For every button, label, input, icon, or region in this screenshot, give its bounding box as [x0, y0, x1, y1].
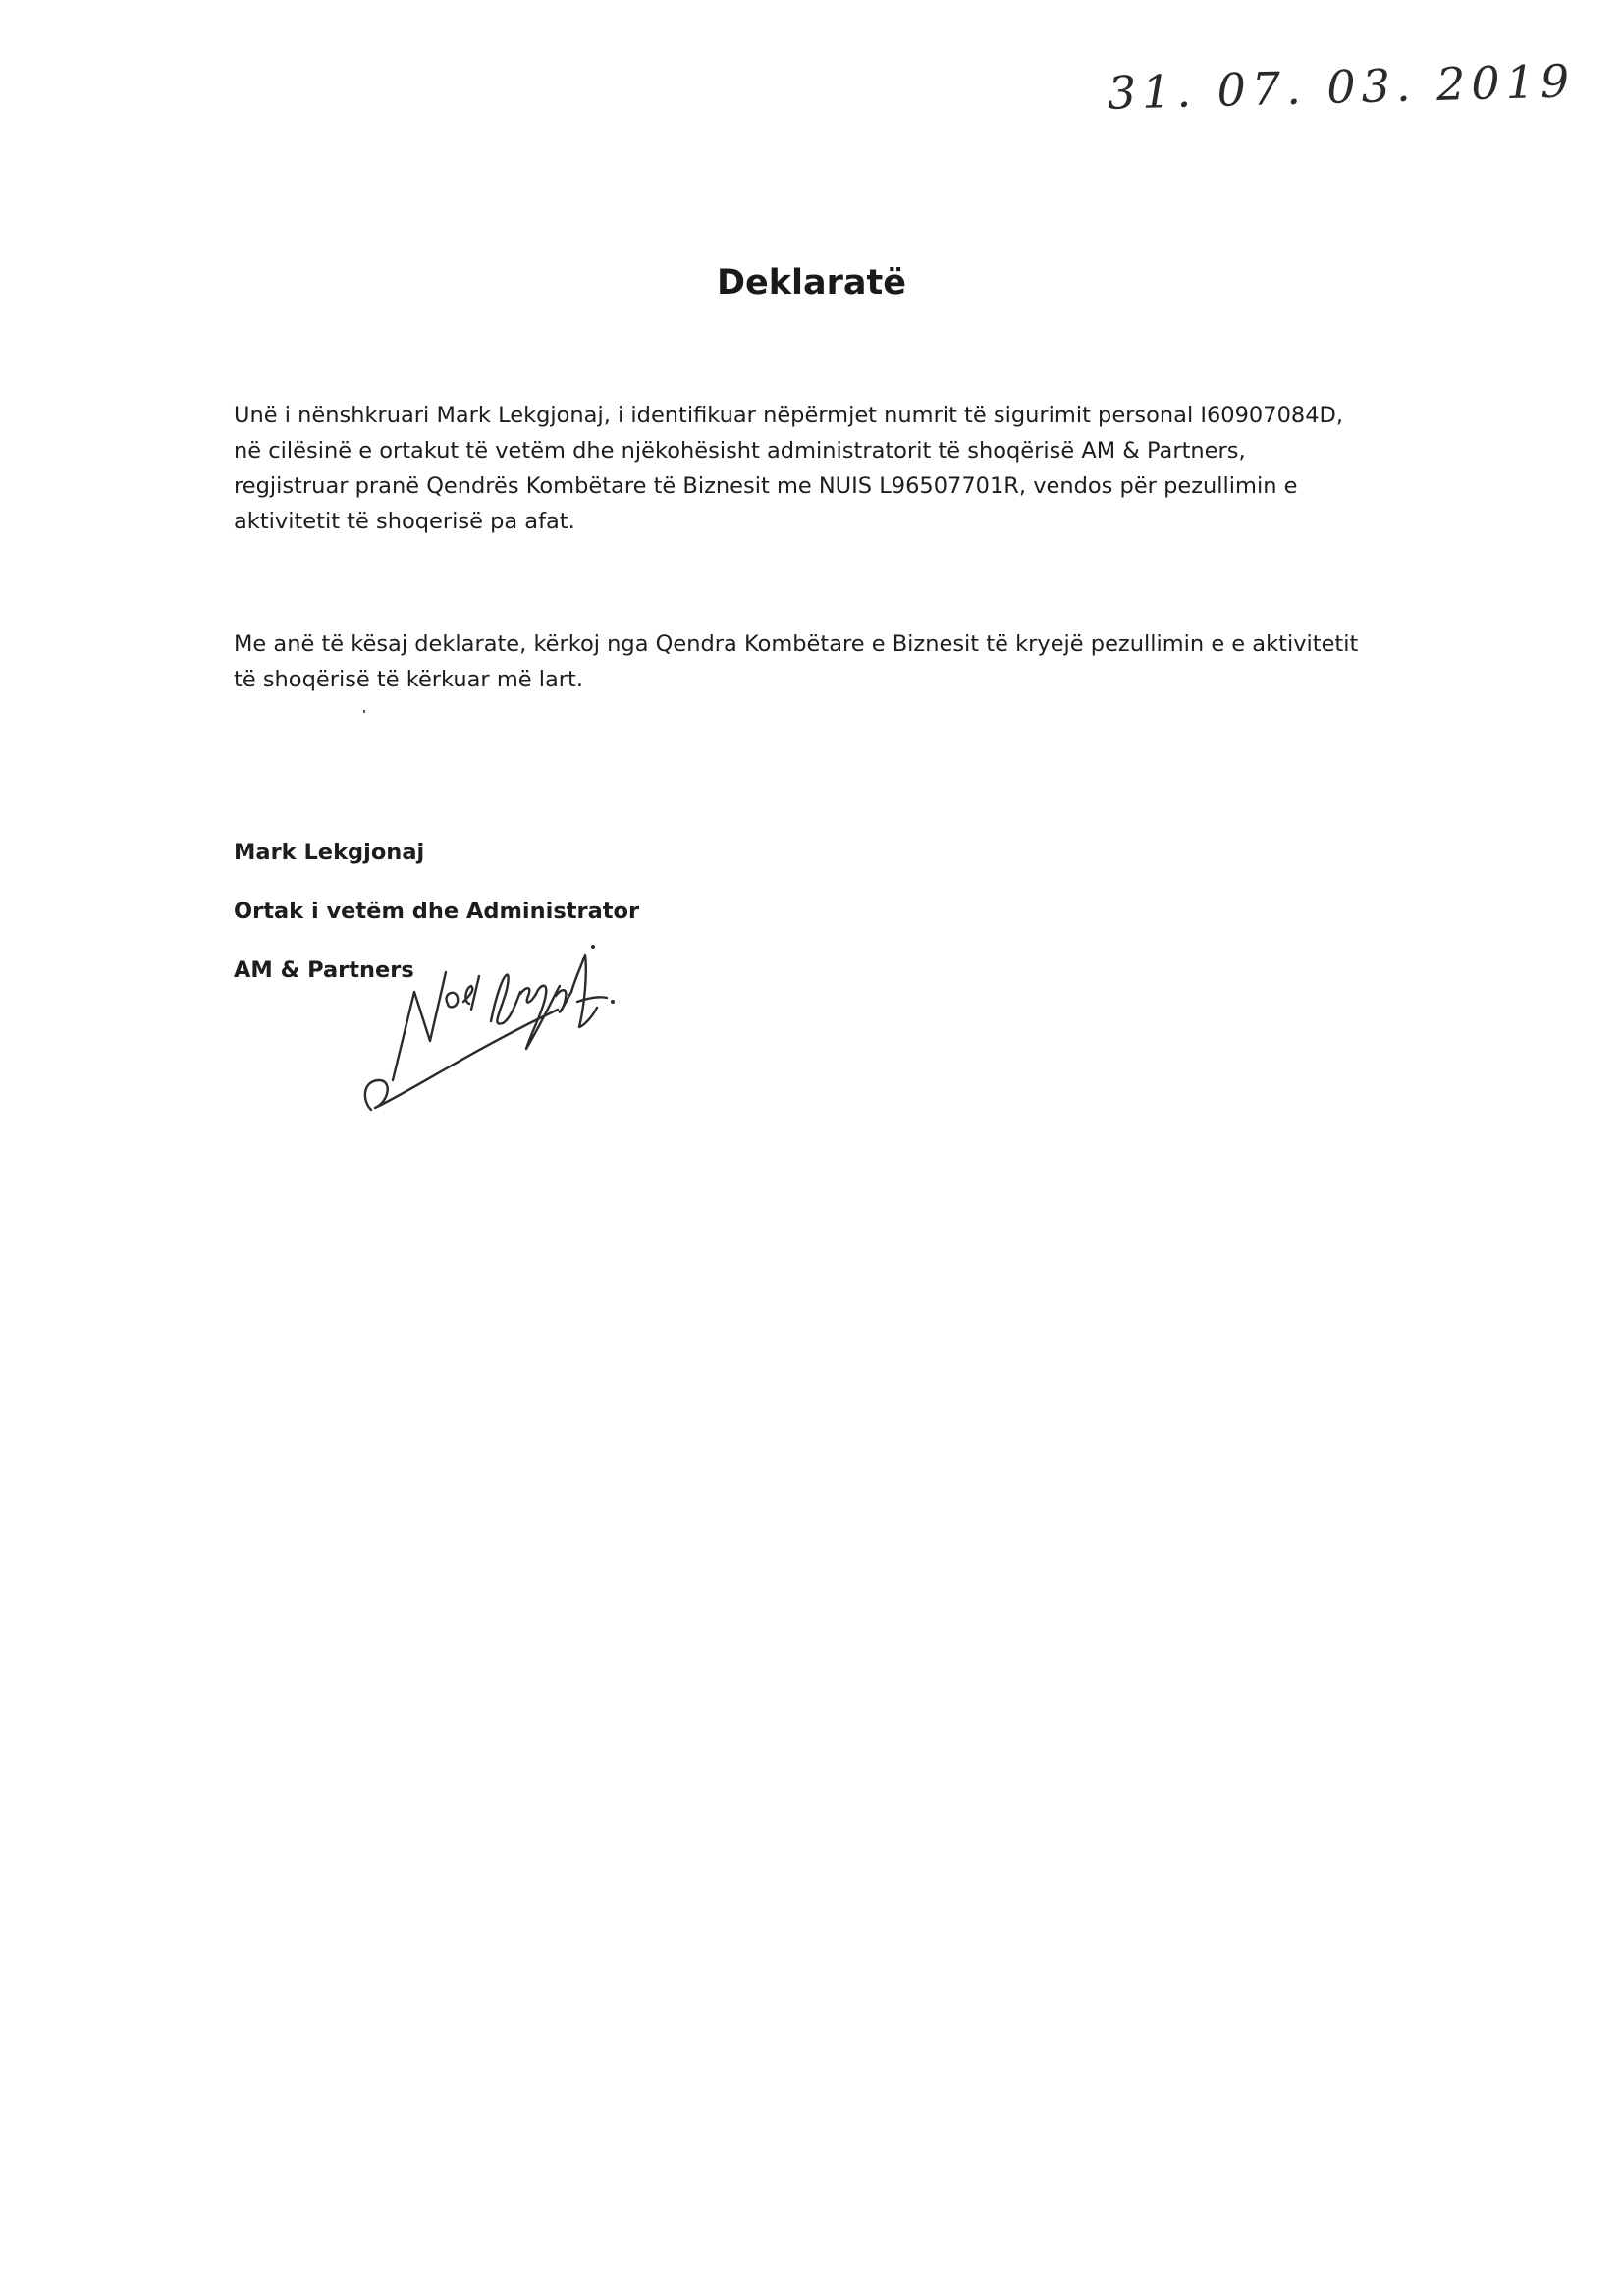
declaration-paragraph: [234, 398, 1432, 539]
signature-icon: [353, 933, 619, 1124]
paragraph-line: regjistruar pranë Qendrës Kombëtare të Biznesit me NUIS L96507701R, vendos për pezullimin e: [234, 473, 1298, 499]
paragraph-line: Me anë të kësaj deklarate, kërkoj nga Qendra Kombëtare e Biznesit të kryejë pezullimin e e aktivitetit: [234, 631, 1359, 657]
scan-speck: [363, 710, 365, 713]
paragraph-line: Unë i nënshkruari Mark Lekgjonaj, i identifikuar nëpërmjet numrit të sigurimit personal I60907084D,: [234, 403, 1343, 428]
signatory-name: Mark Lekgjonaj: [234, 840, 425, 865]
signatory-company: AM & Partners: [234, 957, 414, 983]
paragraph-line: të shoqërisë të kërkuar më lart.: [234, 667, 584, 692]
signatory-role: Ortak i vetëm dhe Administrator: [234, 899, 640, 924]
request-paragraph: [234, 627, 1432, 697]
paragraph-line: në cilësinë e ortakut të vetëm dhe njëkohësisht administratorit të shoqërisë AM & Partners,: [234, 438, 1246, 464]
paragraph-line: aktivitetit të shoqerisë pa afat.: [234, 509, 575, 534]
document-title: Deklaratë: [716, 263, 907, 302]
handwritten-date: 31. 07. 03. 2019: [1107, 54, 1576, 120]
